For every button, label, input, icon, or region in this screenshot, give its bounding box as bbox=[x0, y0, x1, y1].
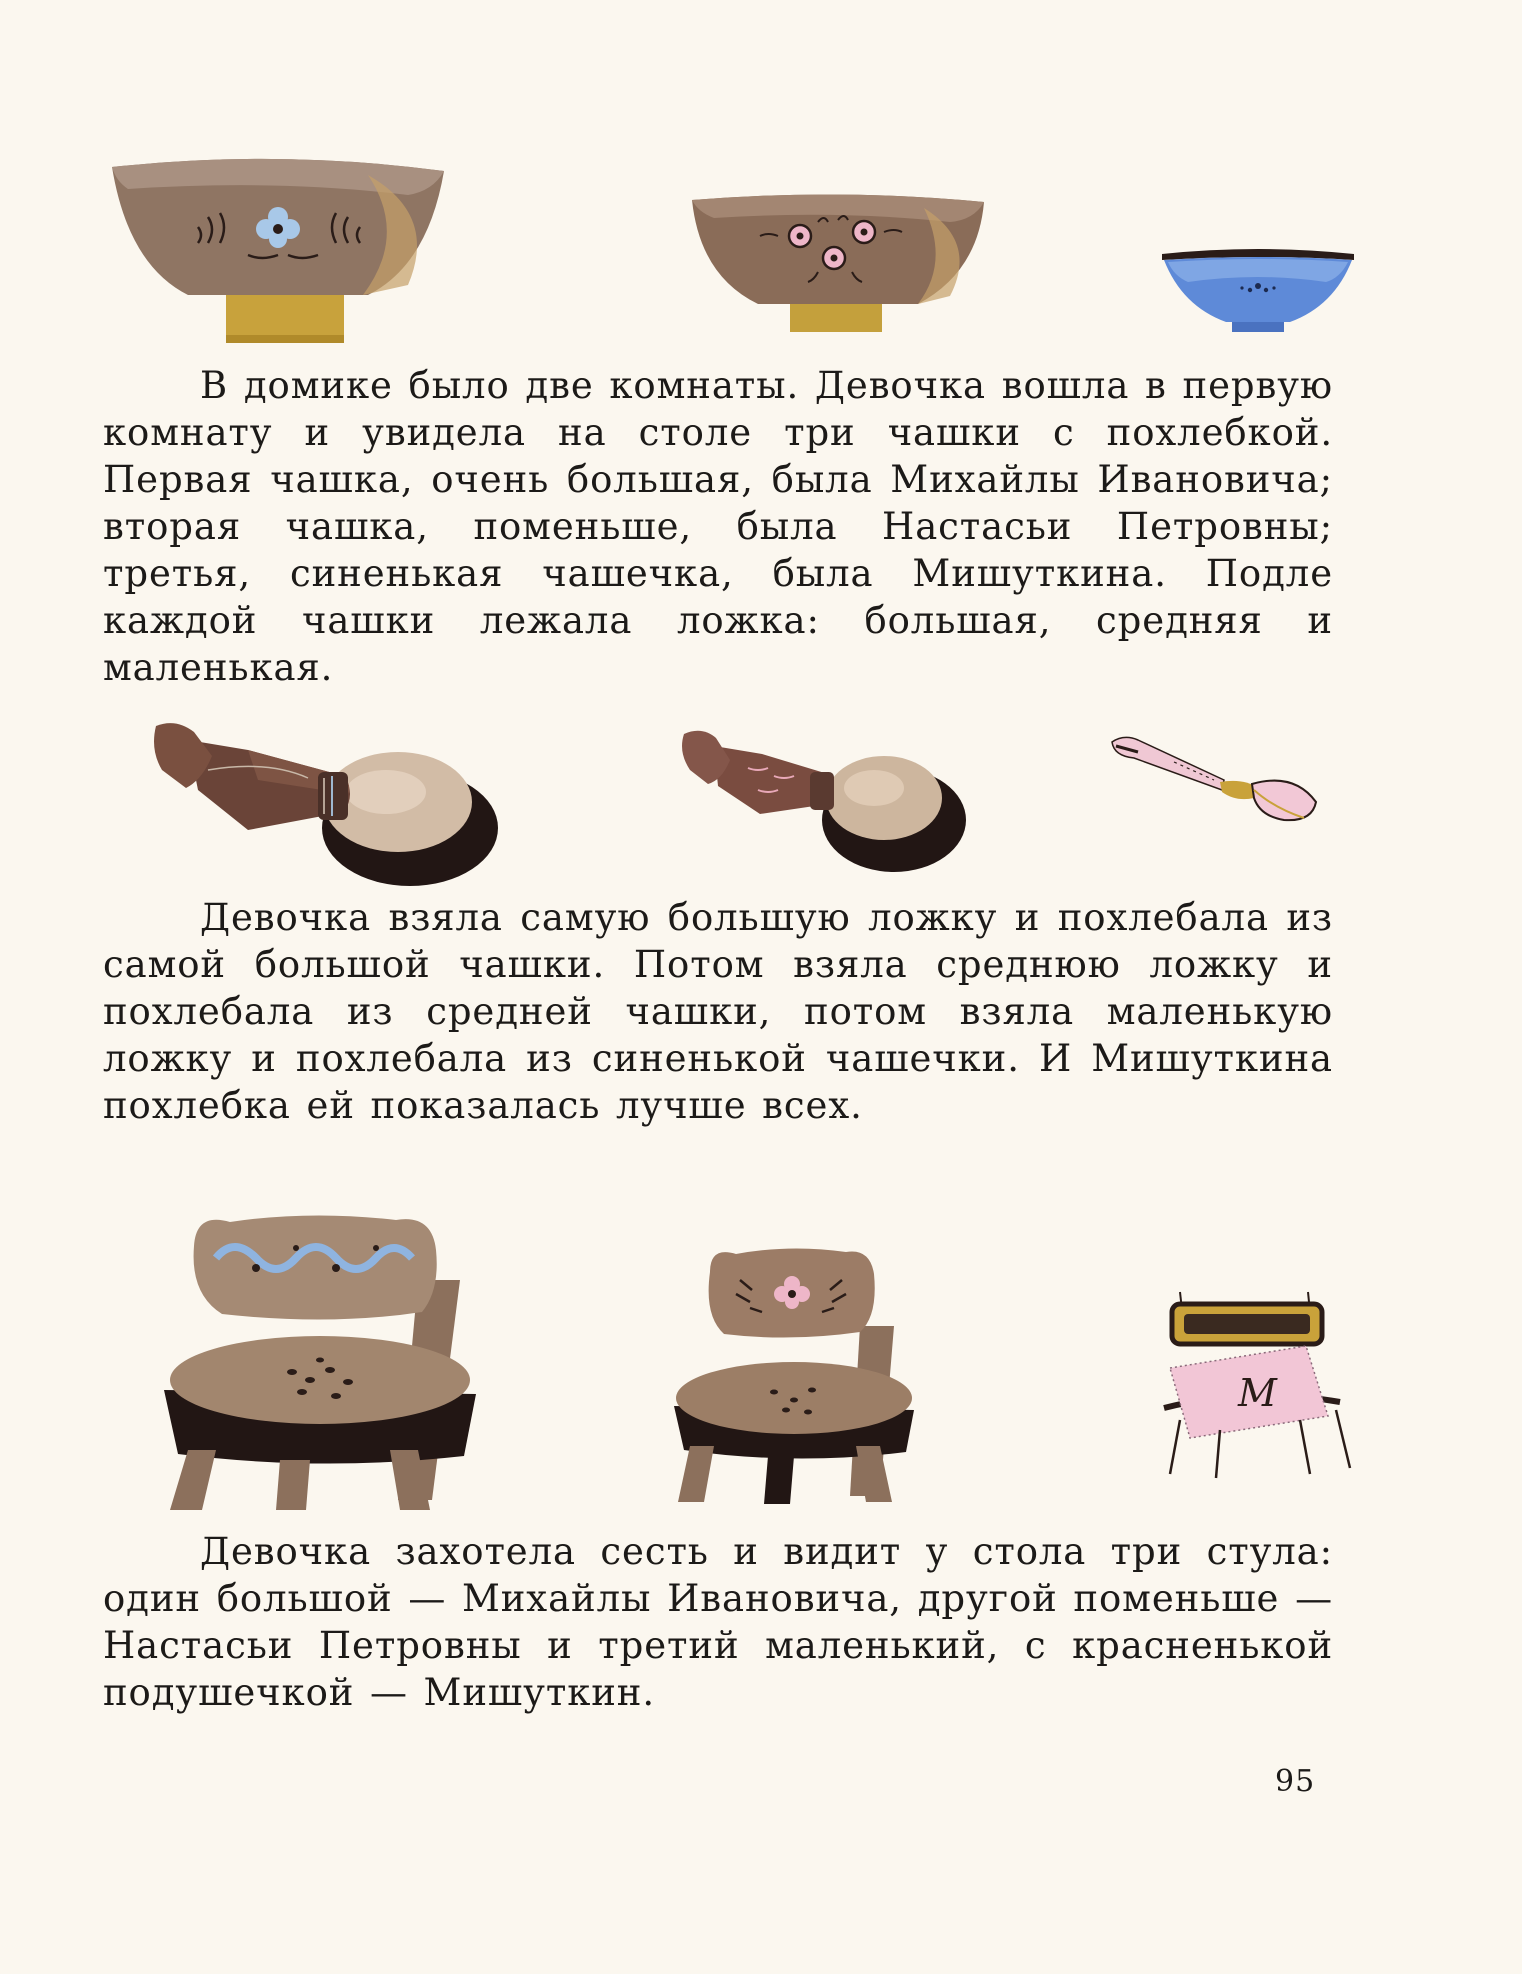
medium-bowl-illustration bbox=[688, 192, 988, 342]
small-blue-bowl-illustration bbox=[1158, 248, 1358, 338]
medium-chair-illustration bbox=[670, 1246, 930, 1506]
page-number: 95 bbox=[1275, 1764, 1316, 1799]
big-chair-illustration bbox=[160, 1210, 480, 1510]
cushion-letter: М bbox=[1238, 1371, 1277, 1415]
paragraph-chairs: Девочка захотела сесть и видит у стола три стула: один большой — Михайлы Ивановича, другой поменьше — Настасьи Петровны и третий маленький, с красненькой подушечкой — Мишуткин. bbox=[103, 1530, 1333, 1714]
big-spoon-illustration bbox=[148, 720, 508, 890]
small-spoon-illustration bbox=[1104, 732, 1324, 842]
paragraph-bowls: В домике было две комнаты. Девочка вошла в первую комнату и увидела на столе три чашки с похлебкой. Первая чашка, очень большая, была Михайлы Ивановича; вторая чашка, поменьше, была Настасьи Петровны; третья, синенькая чашечка, была Мишуткина. Подле каждой чашки лежала ложка: большая, средняя и маленькая. bbox=[103, 364, 1333, 689]
big-bowl-illustration bbox=[108, 155, 448, 355]
medium-spoon-illustration bbox=[678, 728, 968, 878]
paragraph-spoons: Девочка взяла самую большую ложку и похлебала из самой большой чашки. Потом взяла среднюю ложку и похлебала из средней чашки, потом взяла маленькую ложку и похлебала из синенькой чашечки. И Мишуткина похлебка ей показалась лучше всех. bbox=[103, 896, 1333, 1127]
small-chair-with-cushion-illustration bbox=[1160, 1290, 1360, 1480]
